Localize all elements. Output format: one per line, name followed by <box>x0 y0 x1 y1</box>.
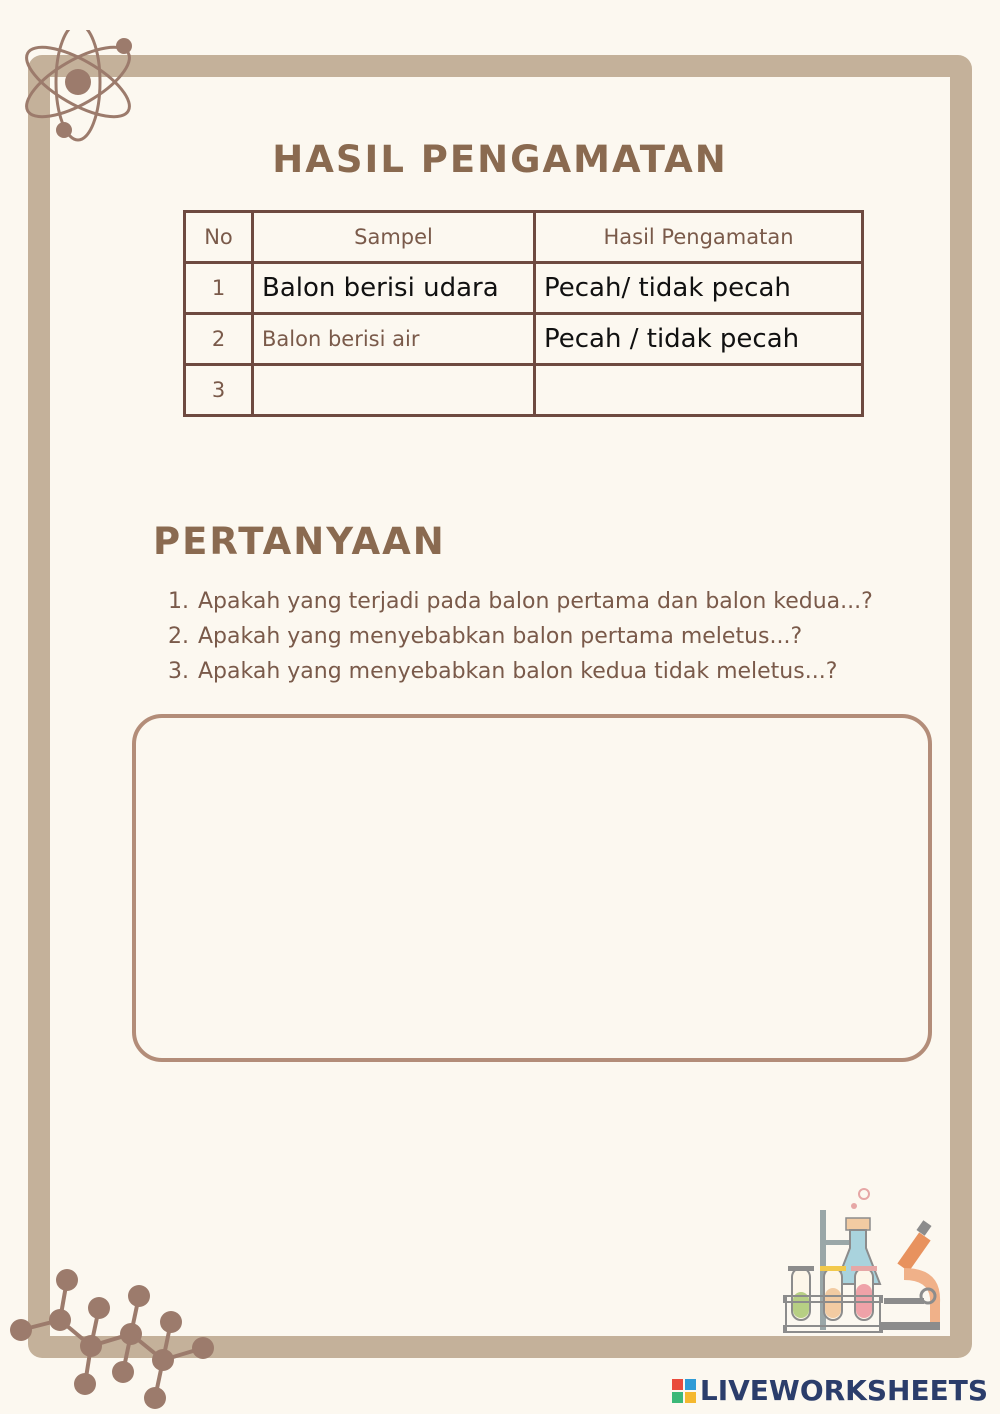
atom-icon <box>12 30 144 145</box>
row-number: 3 <box>185 365 253 416</box>
questions-title: PERTANYAAN <box>153 520 446 563</box>
header-hasil: Hasil Pengamatan <box>535 212 863 263</box>
question-text: Apakah yang terjadi pada balon pertama dan balon kedua...? <box>198 589 873 614</box>
observation-table <box>183 210 864 417</box>
row-number: 2 <box>185 314 253 365</box>
header-sampel: Sampel <box>253 212 535 263</box>
result-cell[interactable]: Pecah/ tidak pecah <box>535 263 863 314</box>
question-text: Apakah yang menyebabkan balon pertama meletus...? <box>198 624 803 649</box>
sample-cell[interactable] <box>253 365 535 416</box>
question-number: 2. <box>168 624 189 649</box>
table-row <box>185 263 863 314</box>
table-row <box>185 365 863 416</box>
molecule-icon <box>5 1268 220 1414</box>
result-cell[interactable]: Pecah / tidak pecah <box>535 314 863 365</box>
question-text: Apakah yang menyebabkan balon kedua tidak meletus...? <box>198 659 838 684</box>
question-number: 3. <box>168 659 189 684</box>
table-header-row <box>185 212 863 263</box>
liveworksheets-logo-icon <box>672 1379 696 1403</box>
lab-equipment-icon <box>782 1188 944 1334</box>
brand-name: LIVEWORKSHEETS <box>699 1374 988 1407</box>
page-title: HASIL PENGAMATAN <box>272 138 728 181</box>
answer-box[interactable] <box>132 714 932 1062</box>
header-no: No <box>185 212 253 263</box>
row-number: 1 <box>185 263 253 314</box>
question-list <box>168 586 873 691</box>
list-item <box>168 621 873 656</box>
list-item <box>168 656 873 691</box>
table-row <box>185 314 863 365</box>
footer-brand <box>672 1374 988 1407</box>
list-item <box>168 586 873 621</box>
question-number: 1. <box>168 589 189 614</box>
sample-cell[interactable]: Balon berisi udara <box>253 263 535 314</box>
result-cell[interactable] <box>535 365 863 416</box>
sample-cell: Balon berisi air <box>253 314 535 365</box>
